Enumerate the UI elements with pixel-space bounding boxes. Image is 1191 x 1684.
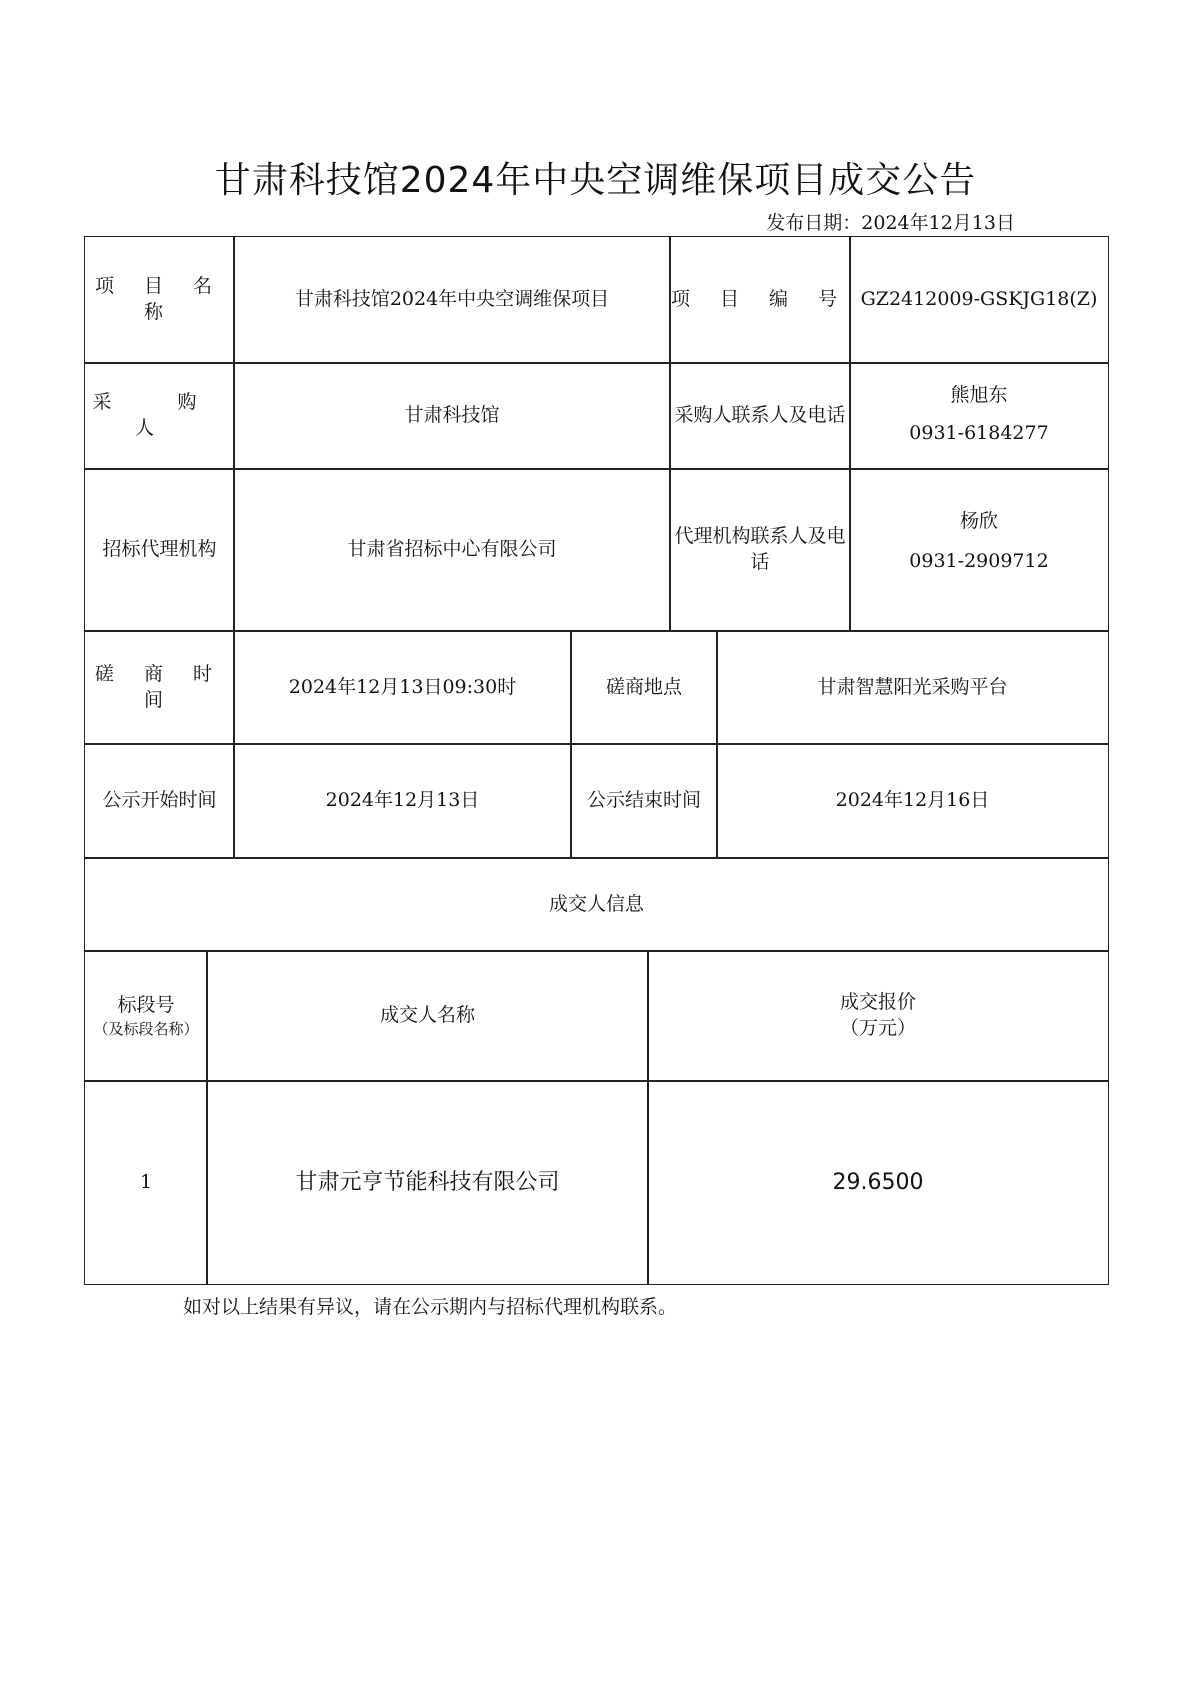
lot-column-title: 标段号	[117, 994, 175, 1017]
buyer-contact-name: 熊旭东	[950, 384, 1008, 406]
winner-name-column-header: 成交人名称	[206, 950, 649, 1082]
agency-contact-phone: 0931-2909712	[909, 549, 1049, 572]
lot-column-header	[84, 950, 208, 1082]
buyer-value: 甘肃科技馆	[233, 362, 671, 470]
project-name-value: 甘肃科技馆2024年中央空调维保项目	[233, 236, 671, 364]
publicity-start-value: 2024年12月13日	[233, 743, 572, 859]
negotiation-place-value: 甘肃智慧阳光采购平台	[716, 630, 1109, 745]
winner-name: 甘肃元亨节能科技有限公司	[206, 1080, 649, 1285]
winner-section-header: 成交人信息	[84, 857, 1109, 952]
price-column-header	[647, 950, 1109, 1082]
announcement-table	[84, 236, 1109, 1285]
buyer-label: 采 购 人	[84, 362, 235, 470]
lot-number: 1	[84, 1080, 208, 1285]
price-column-title: 成交报价	[839, 991, 916, 1014]
negotiation-place-label: 磋商地点	[570, 630, 718, 745]
publicity-start-label: 公示开始时间	[84, 743, 235, 859]
project-number-label: 项 目 编 号	[669, 236, 851, 364]
agency-contact-label: 代理机构联系人及电话	[669, 468, 851, 632]
page-title: 甘肃科技馆2024年中央空调维保项目成交公告	[214, 160, 977, 201]
agency-contact-value	[849, 468, 1109, 632]
publicity-end-label: 公示结束时间	[570, 743, 718, 859]
buyer-contact-label: 采购人联系人及电话	[669, 362, 851, 470]
buyer-contact-phone: 0931-6184277	[909, 421, 1049, 444]
project-number-value: GZ2412009-GSKJG18(Z)	[849, 236, 1109, 364]
agency-value: 甘肃省招标中心有限公司	[233, 468, 671, 632]
objection-note: 如对以上结果有异议，请在公示期内与招标代理机构联系。	[183, 1296, 678, 1318]
publish-date: 发布日期：2024年12月13日	[766, 212, 1015, 234]
negotiation-time-label: 磋 商 时 间	[84, 630, 235, 745]
negotiation-time-value: 2024年12月13日09:30时	[233, 630, 572, 745]
winning-price: 29.6500	[647, 1080, 1109, 1285]
lot-column-subtitle: （及标段名称）	[93, 1019, 199, 1038]
project-name-label: 项 目 名 称	[84, 236, 235, 364]
buyer-contact-value	[849, 362, 1109, 470]
publicity-end-value: 2024年12月16日	[716, 743, 1109, 859]
agency-label: 招标代理机构	[84, 468, 235, 632]
price-column-subtitle: （万元）	[839, 1017, 916, 1039]
agency-contact-name: 杨欣	[959, 510, 998, 532]
